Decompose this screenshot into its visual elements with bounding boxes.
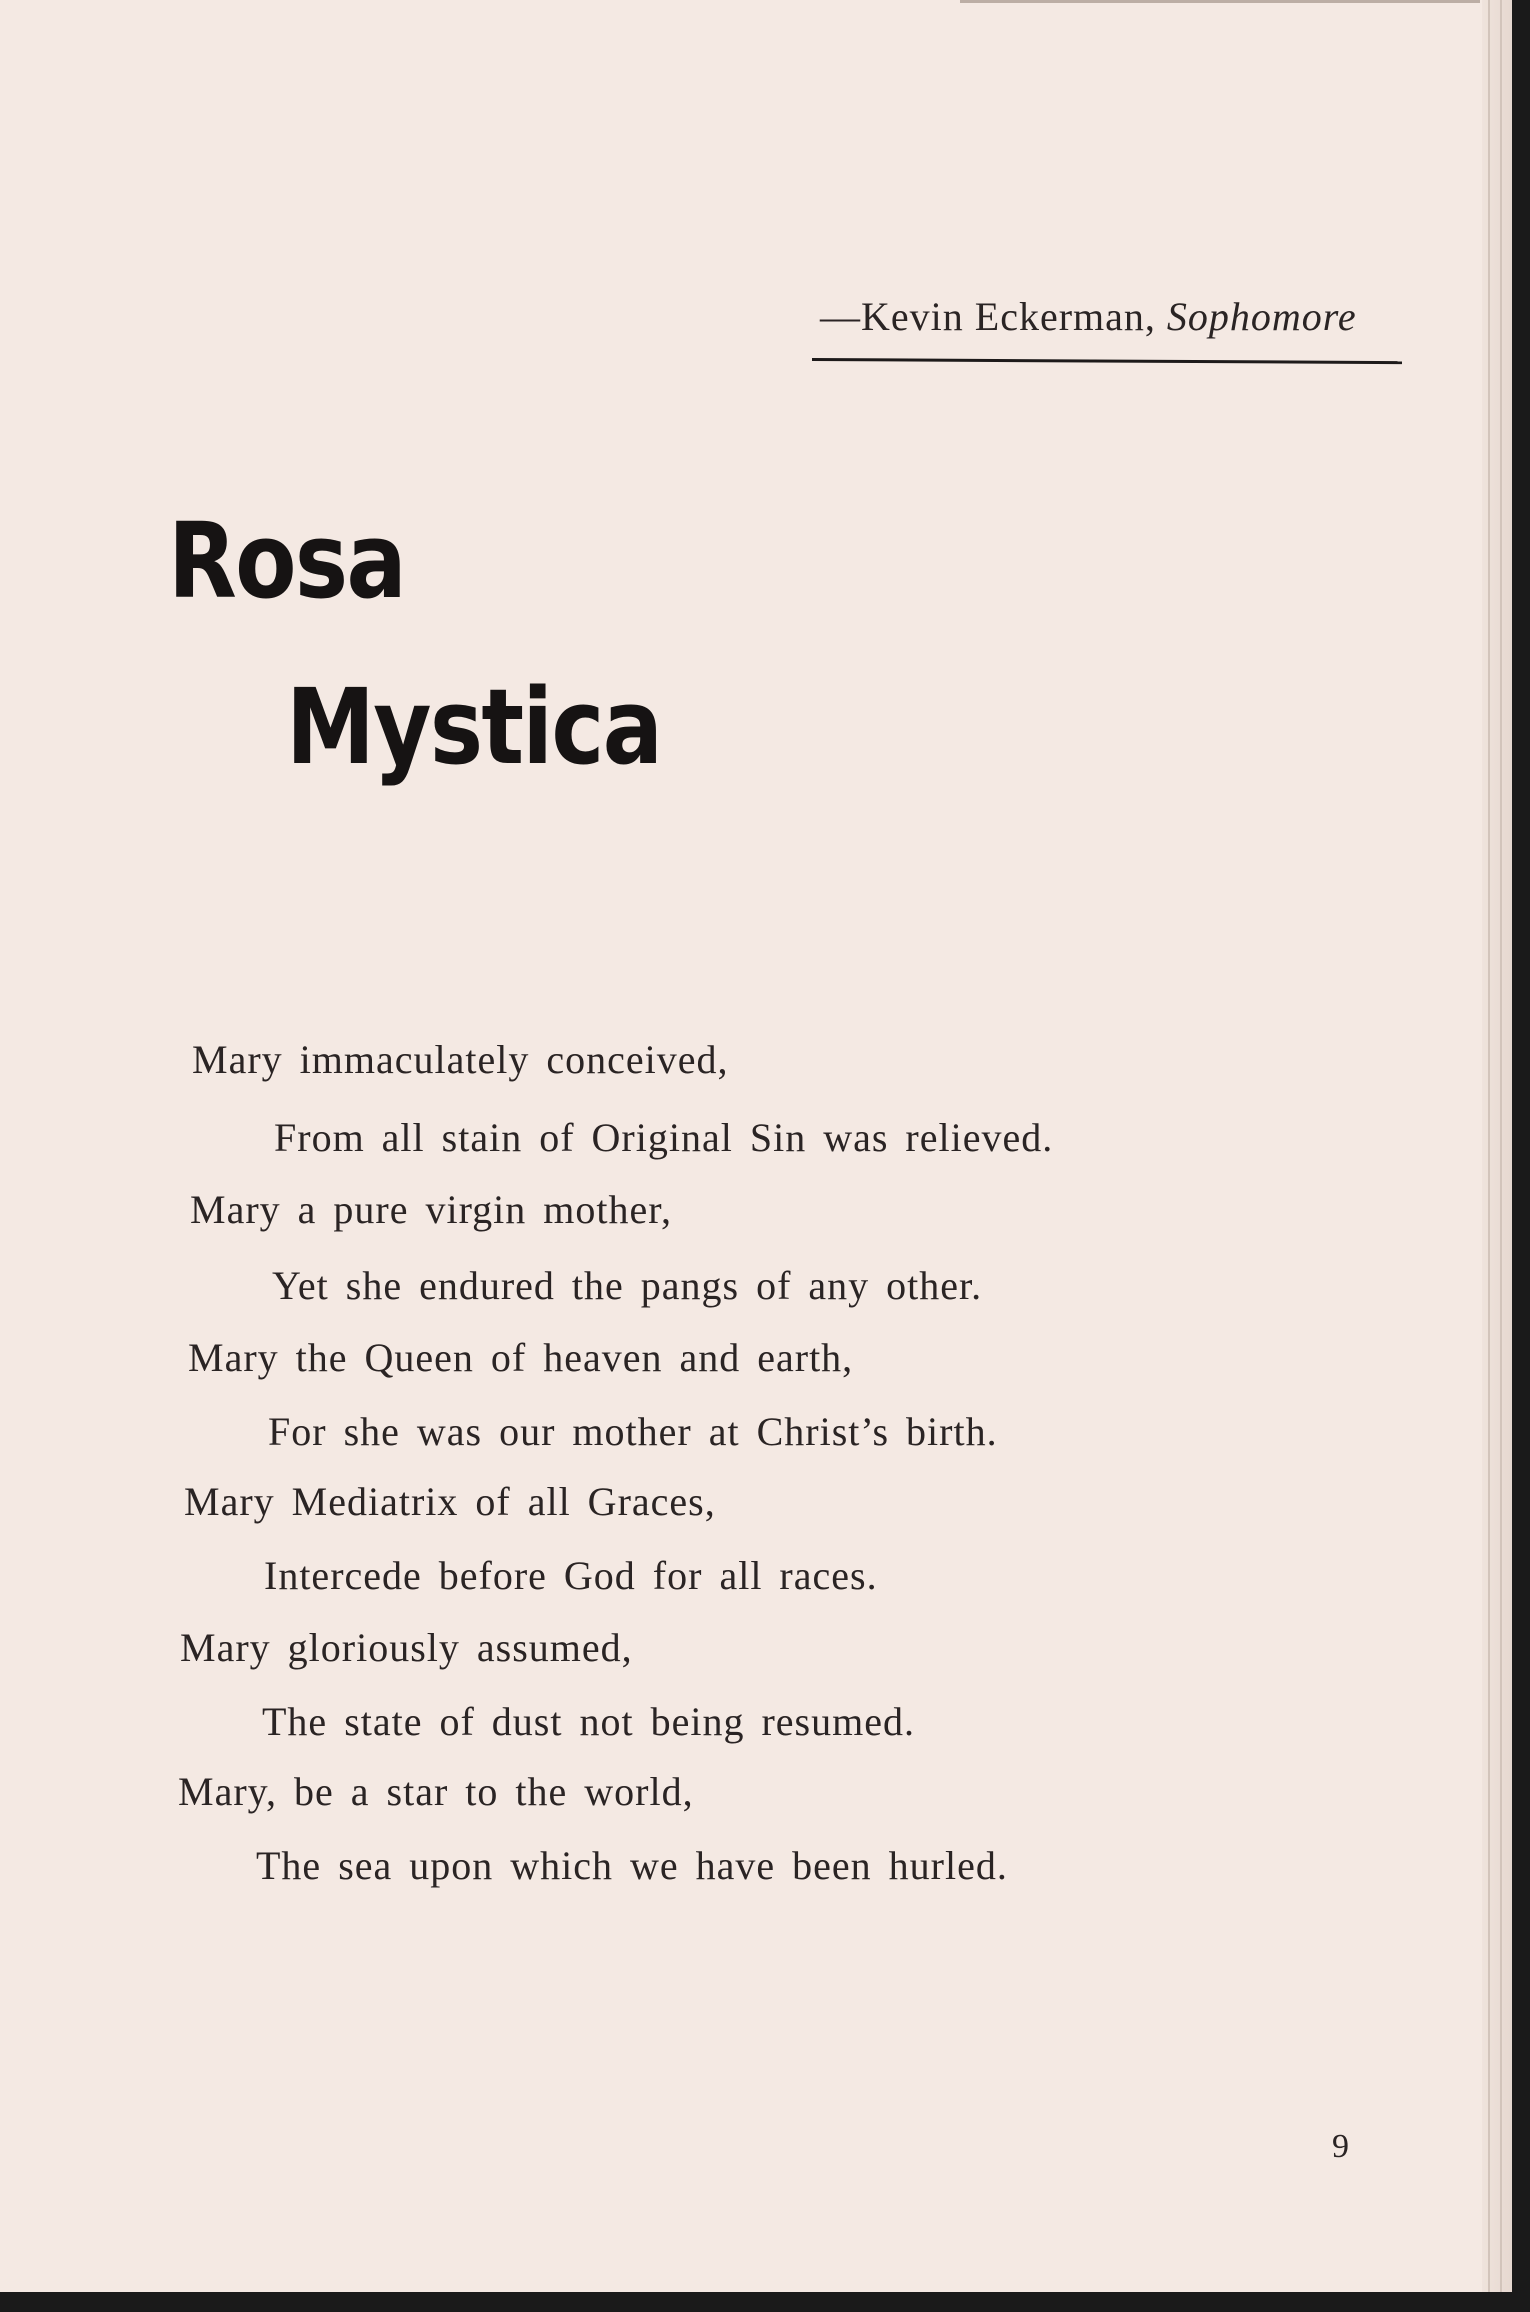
top-edge-rule xyxy=(960,0,1480,3)
attribution xyxy=(820,293,1357,340)
poem-line: Intercede before God for all races. xyxy=(264,1553,878,1598)
attribution-author: —Kevin Eckerman, xyxy=(820,294,1156,339)
page-edge-line xyxy=(1500,0,1502,2292)
poem-line: Mary gloriously assumed, xyxy=(180,1625,633,1670)
attribution-role: Sophomore xyxy=(1166,294,1357,339)
title-line-1: Rosa xyxy=(168,500,406,622)
poem-line: The sea upon which we have been hurled. xyxy=(256,1843,1008,1888)
page-number: 9 xyxy=(1332,2128,1349,2165)
poem-line: Mary Mediatrix of all Graces, xyxy=(184,1479,716,1524)
page-edge xyxy=(1482,0,1512,2292)
poem-line: Mary, be a star to the world, xyxy=(178,1769,694,1814)
poem-line: The state of dust not being resumed. xyxy=(262,1699,915,1744)
attribution-rule xyxy=(812,358,1402,364)
title-line-2: Mystica xyxy=(286,666,662,788)
poem-line: Yet she endured the pangs of any other. xyxy=(272,1263,983,1308)
poem-line: From all stain of Original Sin was relieved. xyxy=(274,1115,1054,1160)
poem-line: Mary the Queen of heaven and earth, xyxy=(188,1335,854,1380)
page-edge-line xyxy=(1488,0,1490,2292)
poem-line: Mary immaculately conceived, xyxy=(192,1037,729,1082)
poem-line: For she was our mother at Christ’s birth. xyxy=(268,1409,998,1454)
poem-line: Mary a pure virgin mother, xyxy=(190,1187,672,1232)
